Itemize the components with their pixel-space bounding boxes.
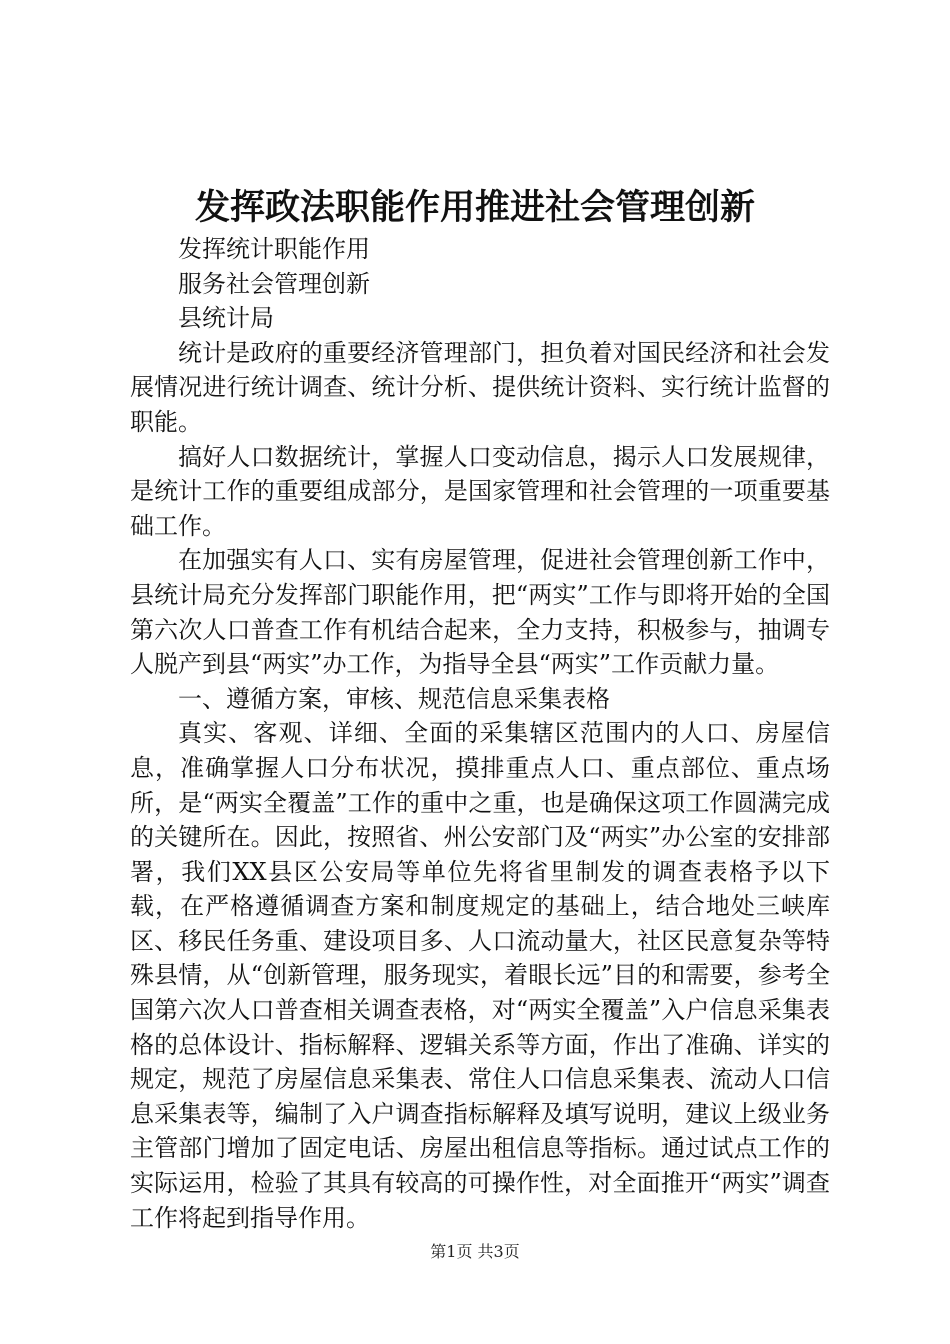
section-heading-1: 一、遵循方案，审核、规范信息采集表格 — [178, 684, 610, 713]
author-line: 县统计局 — [178, 304, 274, 333]
paragraph-population-stats: 搞好人口数据统计，掌握人口变动信息，揭示人口发展规律，是统计工作的重要组成部分，是国家管理和社会管理的一项重要基础工作。 — [130, 442, 830, 540]
document-body — [130, 232, 830, 1235]
subtitle-line-1: 发挥统计职能作用 — [178, 235, 370, 263]
document-title: 发挥政法职能作用推进社会管理创新 — [194, 187, 755, 228]
subtitle-line-2: 服务社会管理创新 — [178, 269, 370, 298]
paragraph-section-1-body: 真实、客观、详细、全面的采集辖区范围内的人口、房屋信息，准确掌握人口分布状况，摸排重点人口、重点部位、重点场所，是“两实全覆盖”工作的重中之重，也是确保这项工作圆满完成的关键所在。因此，按照省、州公安部门及“两实”办公室的安排部署，我们XX县区公安局等单位先将省里制发的调查表格予以下载，在严格遵循调查方案和制度规定的基础上，结合地处三峡库区、移民任务重、建设项目多、人口流动量大，社区民意复杂等特殊县情，从“创新管理，服务现实，着眼长远”目的和需要，参考全国第六次人口普查相关调查表格，对“两实全覆盖”入户信息采集表格的总体设计、指标解释、逻辑关系等方面，作出了准确、详实的规定，规范了房屋信息采集表、常住人口信息采集表、流动人口信息采集表等，编制了入户调查指标解释及填写说明，建议上级业务主管部门增加了固定电话、房屋出租信息等指标。通过试点工作的实际运用，检验了其具有较高的可操作性，对全面推开“两实”调查工作将起到指导作用。 — [130, 719, 830, 1232]
paragraph-intro: 统计是政府的重要经济管理部门，担负着对国民经济和社会发展情况进行统计调查、统计分析、提供统计资料、实行统计监督的职能。 — [130, 338, 830, 436]
paragraph-liangshi-work: 在加强实有人口、实有房屋管理，促进社会管理创新工作中，县统计局充分发挥部门职能作用，把“两实”工作与即将开始的全国第六次人口普查工作有机结合起来，全力支持，积极参与，抽调专人脱产到县“两实”办工作，为指导全县“两实”工作贡献力量。 — [130, 546, 830, 679]
page-footer: 第1页 共3页 — [430, 1242, 520, 1261]
